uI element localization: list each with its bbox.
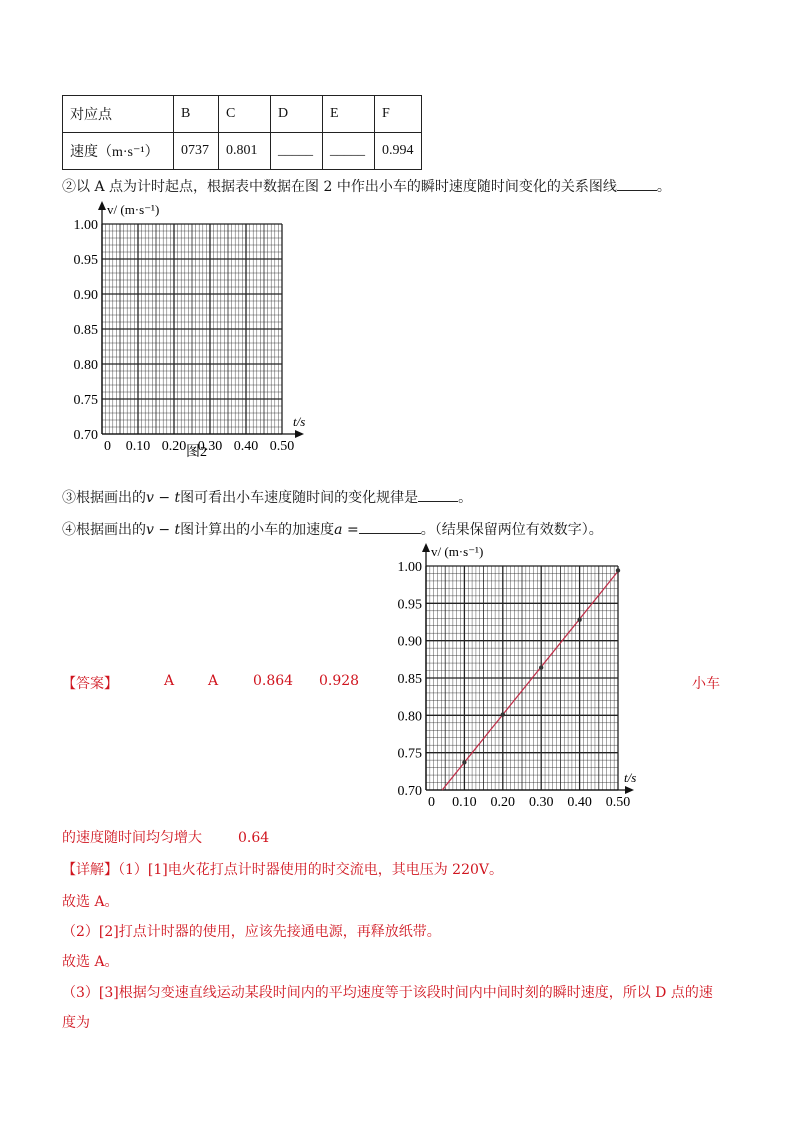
figure-2-y-tick: 0.75 [73, 393, 98, 408]
table-cell: B [174, 96, 219, 133]
detail-p1 [62, 859, 503, 879]
table-cell: _____ [271, 133, 323, 170]
answer-chart-y-tick: 0.85 [397, 672, 422, 687]
answer-chart-y-label: v/ (m·s⁻¹) [431, 544, 484, 559]
answer-chart-x-tick: 0.10 [452, 795, 477, 810]
figure-2-x-tick: 0.10 [125, 439, 151, 454]
answer-5-start: 小车 [692, 676, 720, 692]
answer-chart-x-label: t/s [624, 770, 637, 785]
acceleration-symbol: a = [334, 522, 359, 538]
table-cell: _____ [323, 133, 375, 170]
table-cell: 0.801 [219, 133, 271, 170]
figure-2-y-tick: 0.70 [73, 428, 98, 443]
vt-symbol: v − t [146, 522, 181, 538]
data-point [539, 665, 543, 669]
question-4 [62, 519, 603, 539]
table-cell: 速度（m·s⁻¹） [63, 133, 174, 170]
answer-chart-y-tick: 1.00 [397, 560, 422, 575]
figure-2-y-tick: 1.00 [73, 218, 98, 233]
figure-2-y-tick: 0.80 [73, 358, 98, 373]
answer-2: A [208, 673, 219, 689]
answer-chart-x-tick: 0.40 [567, 795, 592, 810]
answer-5-cont-text: 的速度随时间均匀增大 [62, 830, 202, 846]
detail-p4: 故选 A。 [62, 954, 119, 970]
table-cell: E [323, 96, 375, 133]
question-4-post: 图计算出的小车的加速度 [180, 522, 335, 538]
answer-chart-x-arrow [625, 786, 634, 794]
figure-2-y-arrow [98, 201, 106, 210]
question-4-end: 。（结果保留两位有效数字）。 [420, 522, 603, 538]
figure-2-x-tick: 0.30 [197, 439, 223, 454]
table-row [63, 96, 422, 133]
detail-p5: （3）[3]根据匀变速直线运动某段时间内的平均速度等于该段时间内中间时刻的瞬时速度，所以 D 点的速 [62, 985, 713, 1001]
table-row [63, 133, 422, 170]
table-cell: 0737 [174, 133, 219, 170]
figure-2-y-tick: 0.85 [73, 323, 98, 338]
data-point [462, 760, 466, 764]
detail-label: 【详解】 [62, 862, 118, 878]
question-3-pre: ③根据画出的 [62, 490, 146, 506]
question-4-pre: ④根据画出的 [62, 522, 146, 538]
answer-chart [360, 540, 660, 810]
figure-2-x-tick: 0.20 [161, 439, 187, 454]
question-2 [62, 176, 671, 196]
answer-chart-fit-layer [442, 571, 618, 790]
answer-5-cont [62, 827, 269, 847]
detail-p1-text: （1）[1]电火花打点计时器使用的时交流电，其电压为 220V。 [118, 862, 504, 878]
figure-2-x-label: t/s [293, 414, 306, 429]
question-3-post: 图可看出小车速度随时间的变化规律是 [180, 490, 419, 506]
vt-symbol: v − t [146, 490, 181, 506]
data-point [616, 568, 620, 572]
table-cell: 0.994 [375, 133, 422, 170]
answer-4: 0.928 [319, 673, 360, 689]
velocity-table [62, 95, 422, 170]
answer-chart-y-tick: 0.90 [397, 634, 422, 650]
table-cell: C [219, 96, 271, 133]
figure-2-grid [102, 224, 282, 434]
answer-chart-y-tick: 0.80 [397, 709, 422, 725]
answer-label: 【答案】 [62, 676, 118, 692]
table-cell: D [271, 96, 323, 133]
table-cell: F [375, 96, 422, 133]
data-point [577, 618, 581, 622]
answer-chart-y-arrow [422, 543, 430, 552]
answer-chart-x-ticks [428, 795, 630, 810]
answer-chart-x-tick: 0.50 [605, 795, 631, 810]
answer-6: 0.64 [238, 830, 270, 846]
answer-chart-y-tick: 0.70 [397, 784, 422, 799]
answer-blank [617, 178, 657, 191]
answer-1: A [164, 673, 175, 689]
answer-blank [418, 489, 458, 502]
figure-2-y-tick: 0.90 [73, 288, 98, 303]
answer-chart-y-ticks [398, 560, 423, 799]
answer-chart-x-tick: 0.30 [528, 795, 554, 810]
figure-2-x-arrow [295, 430, 304, 438]
figure-2-x-tick: 0 [104, 439, 111, 454]
figure-2-empty-grid [60, 198, 320, 468]
answer-chart-x-tick: 0.20 [490, 795, 516, 810]
figure-2-caption: 图2 [186, 445, 207, 460]
question-2-text: ②以 A 点为计时起点，根据表中数据在图 2 中作出小车的瞬时速度随时间变化的关系图线 [62, 179, 617, 195]
answer-chart-grid [426, 566, 618, 790]
question-3-end: 。 [458, 490, 473, 506]
data-point [501, 712, 505, 716]
figure-2-y-ticks [74, 218, 99, 443]
fit-line [442, 571, 618, 790]
figure-2-x-tick: 0.40 [233, 439, 259, 454]
answer-blank [359, 521, 421, 534]
detail-p3: （2）[2]打点计时器的使用，应该先接通电源，再释放纸带。 [62, 924, 441, 940]
question-3 [62, 487, 472, 507]
figure-2-y-tick: 0.95 [73, 253, 98, 268]
question-2-end: 。 [656, 179, 671, 195]
detail-p6: 度为 [62, 1015, 90, 1031]
answer-chart-y-tick: 0.95 [397, 597, 422, 613]
figure-2-y-label: v/ (m·s⁻¹) [107, 202, 160, 217]
answer-chart-y-tick: 0.75 [397, 746, 422, 762]
detail-p2: 故选 A。 [62, 894, 119, 910]
answer-3: 0.864 [253, 673, 294, 689]
table-cell: 对应点 [63, 96, 174, 133]
figure-2-x-tick: 0.50 [269, 439, 295, 454]
answer-chart-x-tick: 0 [428, 795, 435, 810]
